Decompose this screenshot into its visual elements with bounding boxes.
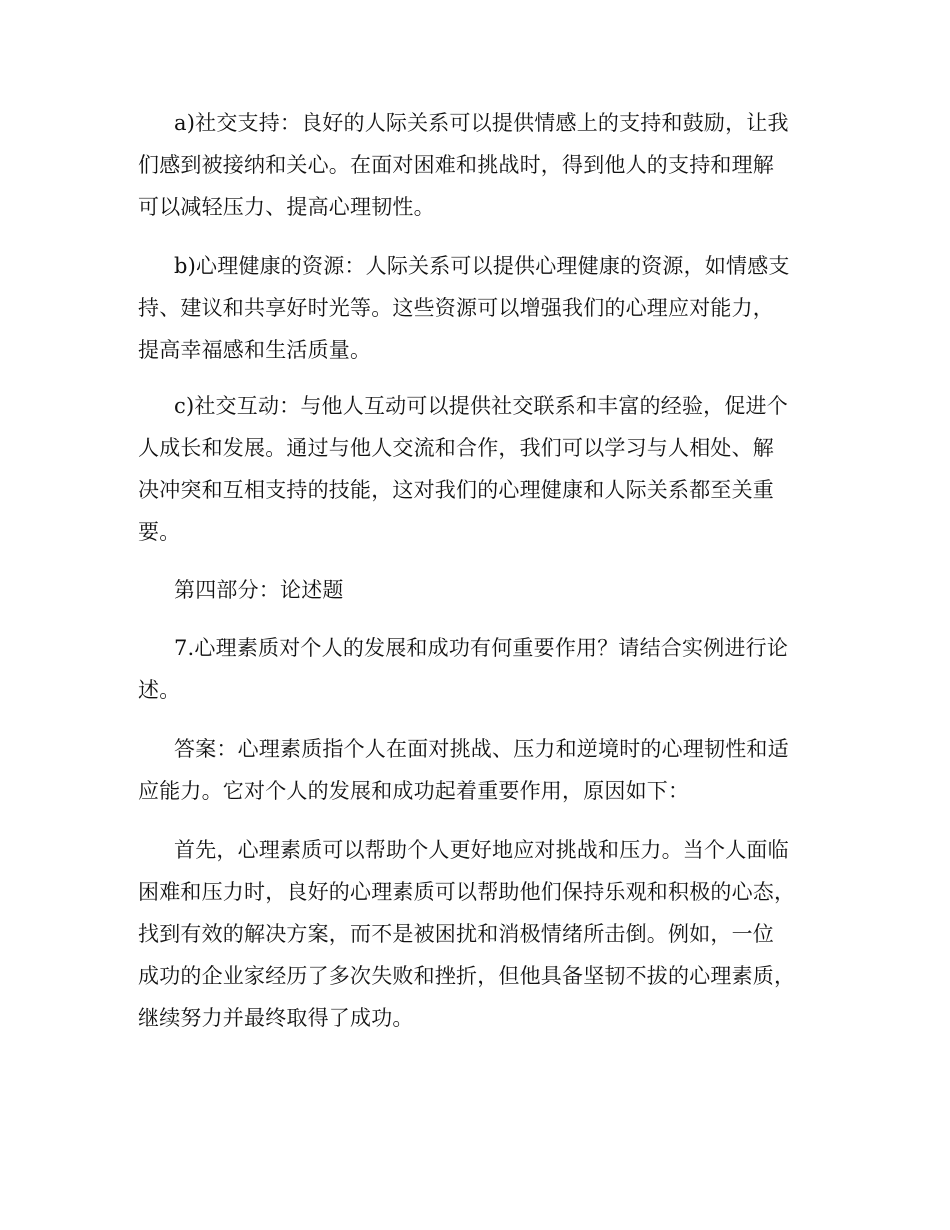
text-line: 首先，心理素质可以帮助个人更好地应对挑战和压力。当个人面临: [174, 838, 789, 862]
text-line: 提高幸福感和生活质量。: [138, 338, 372, 362]
text-line: 答案：心理素质指个人在面对挑战、压力和逆境时的心理韧性和适: [174, 737, 789, 761]
text-line: 人成长和发展。通过与他人交流和合作，我们可以学习与人相处、解: [138, 436, 774, 460]
text-line: 述。: [138, 678, 181, 702]
text-line: 应能力。它对个人的发展和成功起着重要作用，原因如下：: [138, 779, 690, 803]
question-7: [138, 627, 838, 711]
text-line: 可以减轻压力、提高心理韧性。: [138, 195, 435, 219]
text-line: a)社交支持：良好的人际关系可以提供情感上的支持和鼓励，让我: [174, 111, 789, 135]
text-line: 持、建议和共享好时光等。这些资源可以增强我们的心理应对能力，: [138, 296, 774, 320]
heading-text: 第四部分：论述题: [174, 578, 344, 602]
text-line: 继续努力并最终取得了成功。: [138, 1006, 414, 1030]
paragraph-mental-health-resources: [138, 245, 838, 371]
text-line: 要。: [138, 520, 181, 544]
text-line: 找到有效的解决方案，而不是被困扰和消极情绪所击倒。例如，一位: [138, 922, 774, 946]
paragraph-social-interaction: [138, 385, 838, 553]
paragraph-first-reason: [138, 829, 838, 1039]
text-line: 们感到被接纳和关心。在面对困难和挑战时，得到他人的支持和理解: [138, 153, 774, 177]
section-heading: [138, 569, 838, 611]
text-line: 成功的企业家经历了多次失败和挫折，但他具备坚韧不拔的心理素质，: [138, 964, 796, 988]
text-line: c)社交互动：与他人互动可以提供社交联系和丰富的经验，促进个: [174, 394, 788, 418]
paragraph-social-support: [138, 102, 838, 228]
text-line: 7.心理素质对个人的发展和成功有何重要作用？请结合实例进行论: [174, 636, 789, 660]
text-line: 决冲突和互相支持的技能，这对我们的心理健康和人际关系都至关重: [138, 478, 774, 502]
text-line: b)心理健康的资源：人际关系可以提供心理健康的资源，如情感支: [174, 254, 790, 278]
text-line: 困难和压力时，良好的心理素质可以帮助他们保持乐观和积极的心态，: [138, 880, 796, 904]
answer-intro: [138, 728, 838, 812]
